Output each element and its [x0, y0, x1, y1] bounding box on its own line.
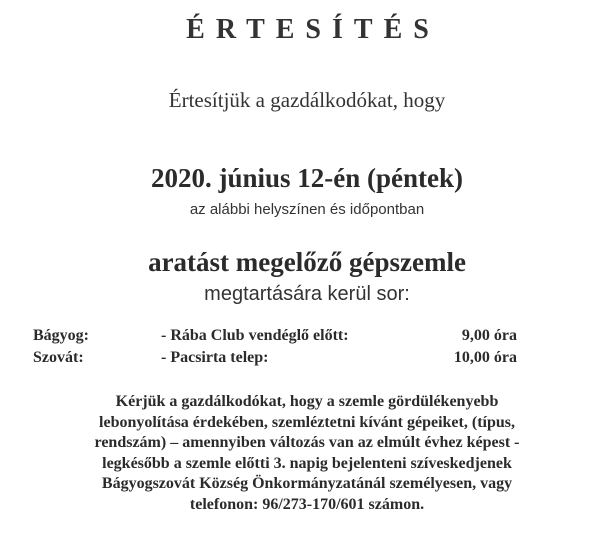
- document-title: ÉRTESÍTÉS: [186, 14, 440, 45]
- notice-line: Bágyogszovát Község Önkormányzatánál személyesen, vagy: [101, 475, 513, 492]
- schedule-row: [0, 327, 614, 349]
- schedule-row: [0, 349, 614, 371]
- notice-line: Kérjük a gazdálkodókat, hogy a szemle gördülékenyebb: [115, 393, 499, 410]
- notice-line: rendszám) – amennyiben változás van az elmúlt évhez képest -: [94, 434, 520, 451]
- schedule-location: - Pacsirta telep:: [161, 349, 269, 366]
- schedule-table: [0, 327, 614, 371]
- schedule-location: - Rába Club vendéglő előtt:: [161, 327, 349, 344]
- schedule-time: 10,00 óra: [453, 349, 517, 366]
- notice-line: telefonon: 96/273-170/601 számon.: [189, 495, 425, 513]
- event-name: aratást megelőző gépszemle: [148, 247, 466, 277]
- event-date: 2020. június 12-én (péntek): [150, 163, 464, 193]
- schedule-place: Bágyog:: [33, 327, 89, 344]
- notice-paragraph: [0, 392, 614, 515]
- event-subtitle: megtartására kerül sor:: [204, 283, 410, 305]
- date-subtitle: az alábbi helyszínen és időpontban: [189, 201, 425, 218]
- notice-line: lebonyolítása érdekében, szemléztetni kívánt gépeiket, (típus,: [99, 413, 515, 431]
- intro-text: Értesítjük a gazdálkodókat, hogy: [168, 88, 446, 112]
- notice-line: legkésőbb a szemle előtti 3. napig bejelenteni szíveskedjenek: [102, 454, 512, 472]
- schedule-place: Szovát:: [33, 349, 84, 366]
- schedule-time: 9,00 óra: [461, 327, 517, 344]
